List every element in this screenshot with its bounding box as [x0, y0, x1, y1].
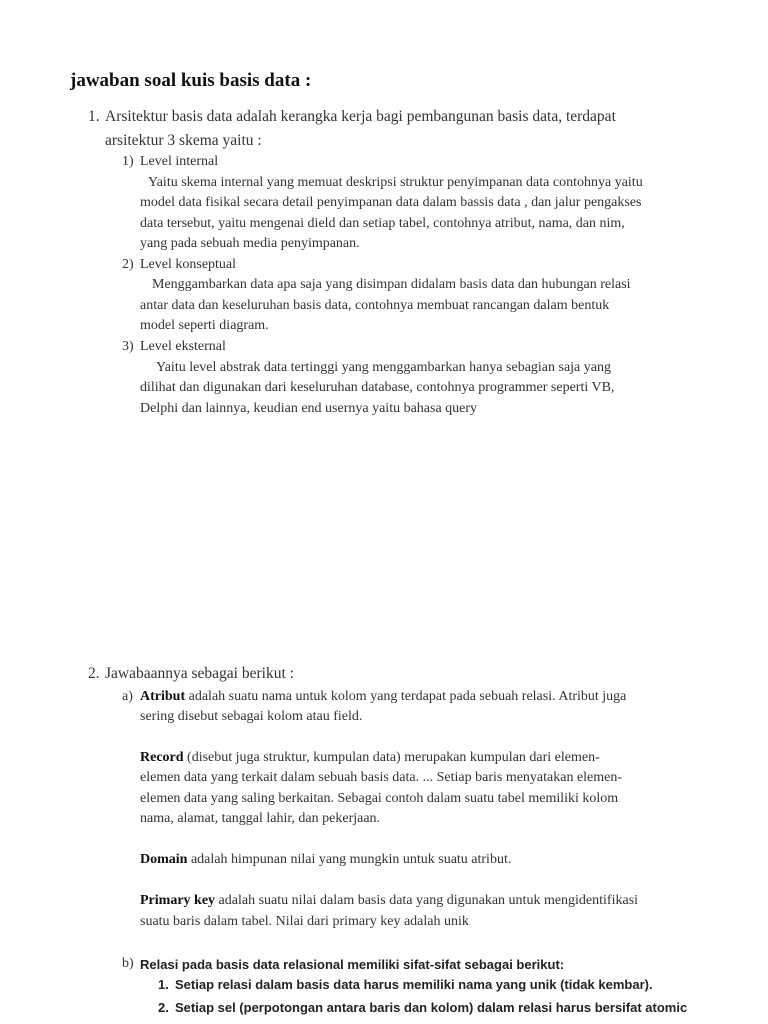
level-2-text: model seperti diagram.	[140, 318, 269, 333]
question-2-intro: Jawabaannya sebagai berikut :	[105, 665, 294, 682]
level-2-number: 2)	[122, 257, 134, 272]
primary-key-text: suatu baris dalam tabel. Nilai dari primary key adalah unik	[140, 914, 469, 929]
record-text: elemen data yang saling berkaitan. Sebagai contoh dalam suatu tabel memiliki kolom	[140, 791, 619, 806]
relasi-item-number: 2.	[158, 1000, 169, 1015]
level-3-text: dilihat dan digunakan dari keseluruhan database, contohnya programmer seperti VB,	[140, 380, 615, 395]
part-b-marker: b)	[122, 956, 134, 971]
level-3-text: Yaitu level abstrak data tertinggi yang menggambarkan hanya sebagian saja yang	[156, 360, 611, 375]
atribut-term: Atribut	[140, 689, 186, 704]
domain-text: adalah himpunan nilai yang mungkin untuk suatu atribut.	[187, 852, 512, 867]
level-3-text: Delphi dan lainnya, keudian end usernya yaitu bahasa query	[140, 401, 478, 416]
page-title: jawaban soal kuis basis data :	[70, 70, 312, 91]
level-2-text: antar data dan keseluruhan basis data, contohnya membuat rancangan dalam bentuk	[140, 298, 610, 313]
question-2-number: 2.	[88, 665, 100, 682]
relasi-item-text: Setiap relasi dalam basis data harus memiliki nama yang unik (tidak kembar).	[175, 977, 653, 992]
domain-term: Domain	[140, 852, 188, 867]
question-1-number: 1.	[88, 108, 100, 125]
primary-key-term: Primary key	[140, 893, 216, 908]
record-term: Record	[140, 750, 184, 765]
level-1-text: data tersebut, yaitu mengenai dield dan setiap tabel, contohnya atribut, nama, dan nim,	[140, 216, 625, 231]
atribut-text: adalah suatu nama untuk kolom yang terdapat pada sebuah relasi. Atribut juga	[185, 689, 627, 704]
level-1-text: Yaitu skema internal yang memuat deskripsi struktur penyimpanan data contohnya yaitu	[148, 175, 643, 190]
record-text: (disebut juga struktur, kumpulan data) merupakan kumpulan dari elemen-	[183, 750, 600, 765]
level-3-label: Level eksternal	[140, 339, 226, 354]
domain-definition	[140, 852, 511, 868]
level-2-label: Level konseptual	[140, 257, 237, 272]
level-1-label: Level internal	[140, 154, 219, 169]
relasi-item-text: Setiap sel (perpotongan antara baris dan kolom) dalam relasi harus bersifat atomic	[175, 1000, 688, 1015]
question-1-line-1: Arsitektur basis data adalah kerangka kerja bagi pembangunan basis data, terdapat	[105, 108, 616, 125]
level-2-text: Menggambarkan data apa saja yang disimpan didalam basis data dan hubungan relasi	[152, 277, 631, 292]
level-1-number: 1)	[122, 154, 134, 169]
atribut-text: sering disebut sebagai kolom atau field.	[140, 709, 363, 724]
level-1-text: model data fisikal secara detail penyimpanan data dalam bassis data , dan jalur pengakses	[140, 195, 642, 210]
primary-key-text: adalah suatu nilai dalam basis data yang digunakan untuk mengidentifikasi	[215, 893, 639, 908]
part-b-intro: Relasi pada basis data relasional memiliki sifat-sifat sebagai berikut:	[140, 957, 565, 972]
record-text: nama, alamat, tanggal lahir, dan pekerjaan.	[140, 811, 381, 826]
record-text: elemen data yang terkait dalam sebuah basis data. ... Setiap baris menyatakan elemen-	[140, 770, 623, 785]
record-definition	[140, 750, 600, 766]
level-3-number: 3)	[122, 339, 134, 354]
primary-key-definition	[140, 893, 638, 909]
question-1-line-2: arsitektur 3 skema yaitu :	[105, 132, 262, 149]
relasi-item-number: 1.	[158, 977, 169, 992]
atribut-definition	[140, 689, 626, 705]
part-a-marker: a)	[122, 689, 133, 704]
level-1-text: yang pada sebuah media penyimpanan.	[140, 236, 360, 251]
